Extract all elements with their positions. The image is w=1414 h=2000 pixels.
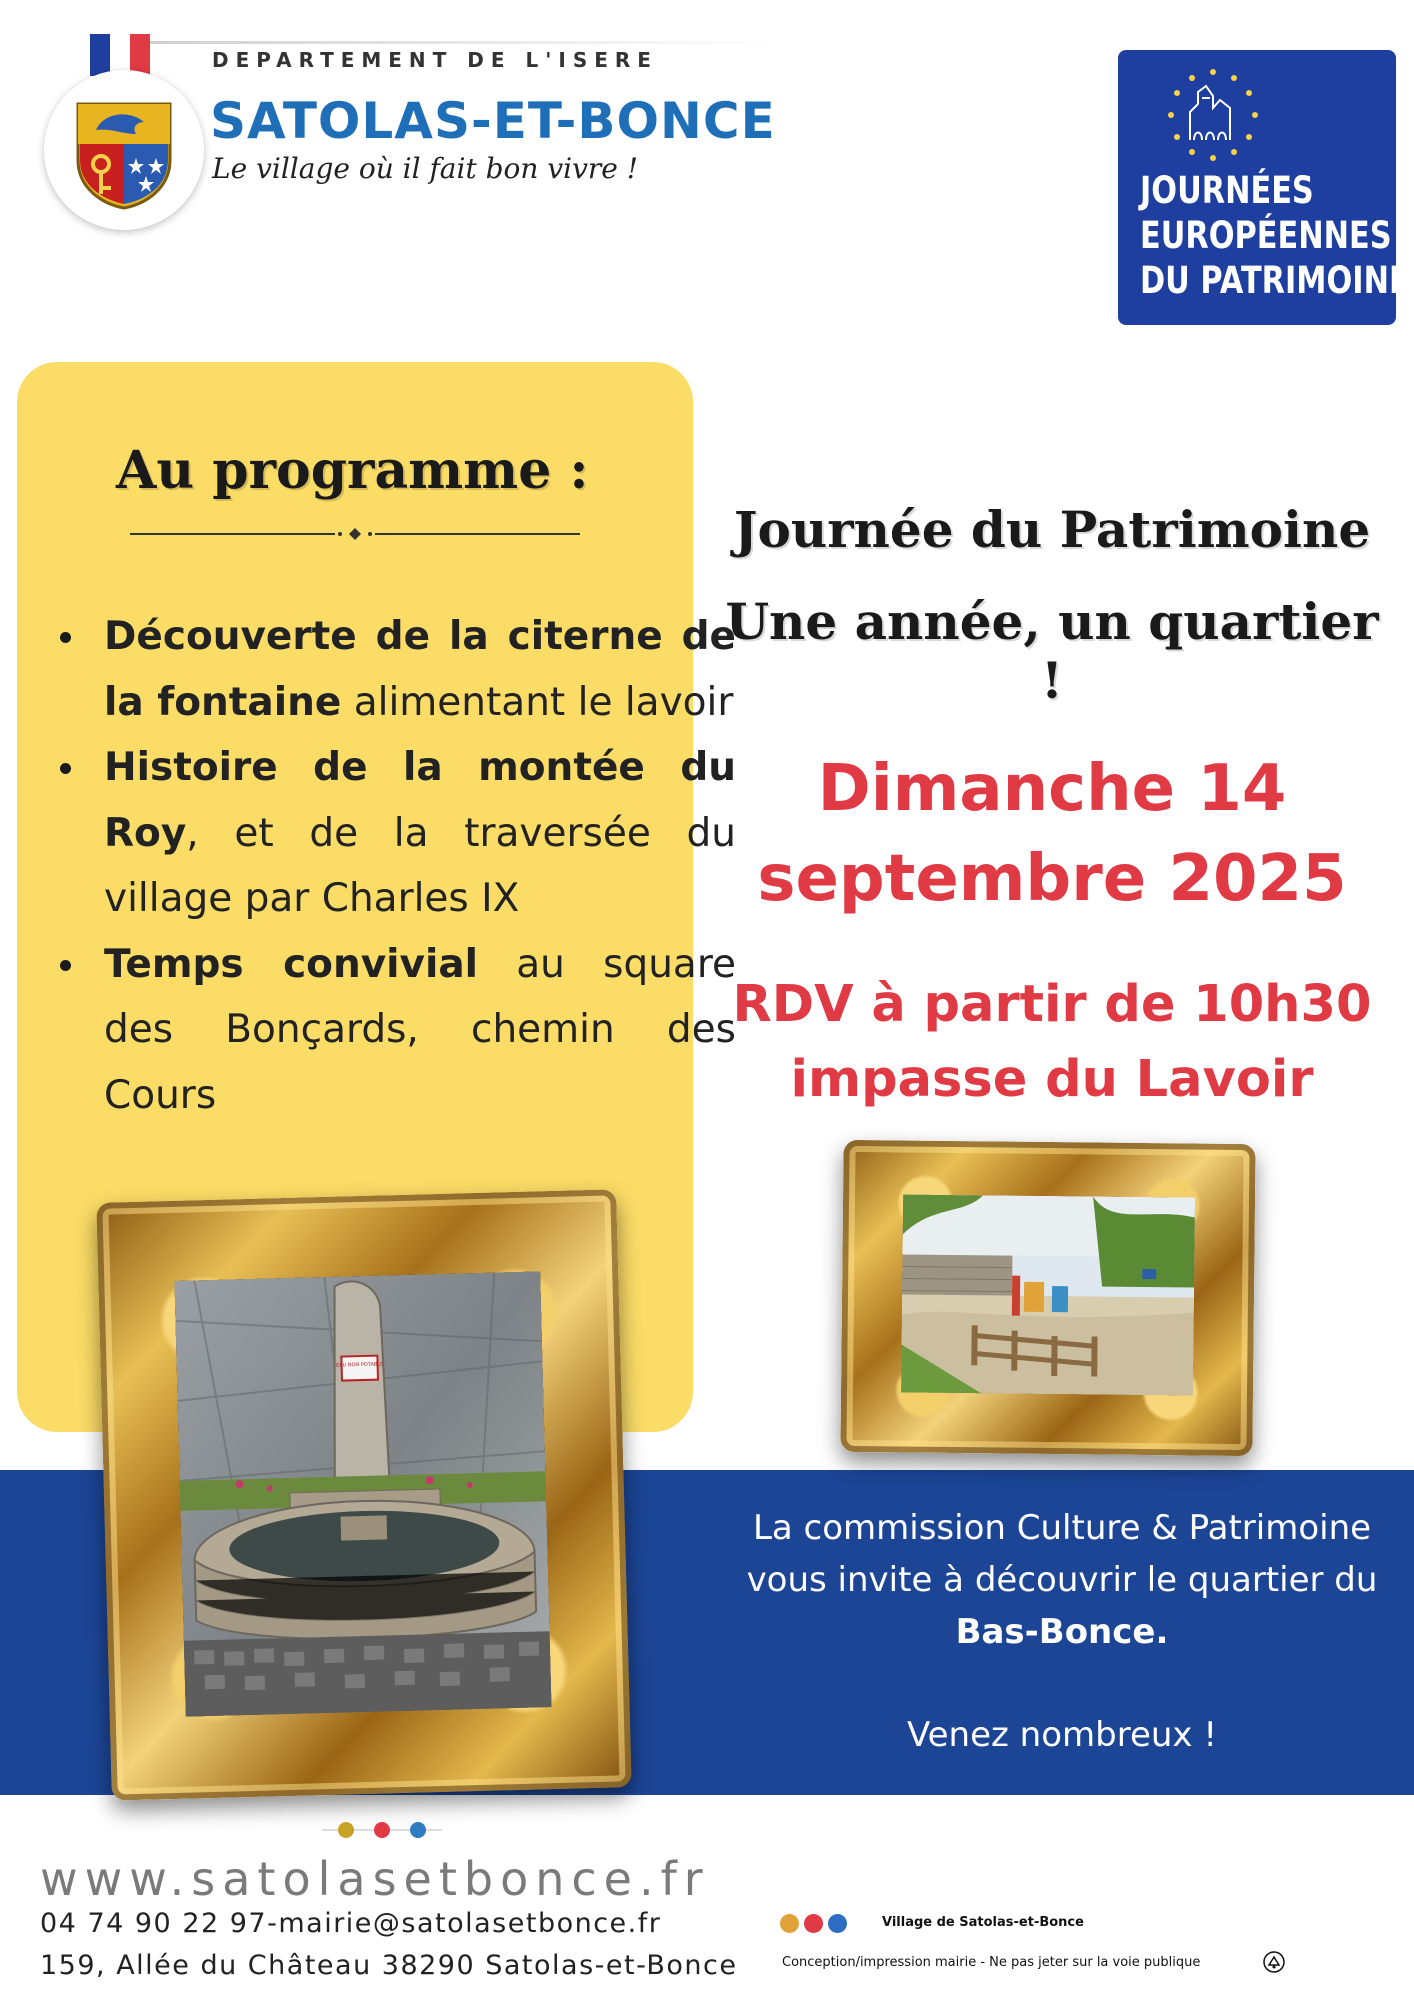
list-item	[104, 735, 736, 932]
invite-district: Bas-Bonce.	[955, 1612, 1169, 1652]
square-photo	[901, 1194, 1195, 1395]
instagram-icon[interactable]	[780, 1914, 799, 1933]
list-item	[104, 604, 736, 735]
fountain-image	[174, 1271, 551, 1716]
square-photo-frame	[840, 1140, 1255, 1456]
coat-of-arms-icon	[74, 100, 174, 210]
town-slogan: Le village où il fait bon vivre !	[212, 152, 639, 185]
program-list	[42, 604, 736, 1128]
tricolor-dots-icon	[322, 1820, 442, 1840]
sign-text: EAU NON POTABLE	[335, 1361, 384, 1369]
badge-line: JOURNÉES	[1140, 169, 1314, 212]
meeting-place: impasse du Lavoir	[790, 1050, 1314, 1109]
town-name: SATOLAS-ET-BONCE	[210, 92, 776, 150]
item-text: , et de la traversée du village par Charles IX	[104, 810, 736, 921]
website-url[interactable]: www.satolasetbonce.fr	[40, 1852, 710, 1906]
item-bold: Découverte de la citerne de la fontaine	[104, 614, 736, 725]
ornament-divider	[130, 528, 580, 540]
invite-line: vous invite à découvrir le quartier du	[746, 1560, 1378, 1600]
meeting-time: RDV à partir de 10h30	[732, 975, 1372, 1034]
youtube-icon[interactable]	[804, 1914, 823, 1933]
print-credits: Conception/impression mairie - Ne pas jeter sur la voie publique	[782, 1955, 1201, 1970]
litter-bin-icon	[1262, 1950, 1286, 1974]
facebook-icon[interactable]	[828, 1914, 847, 1933]
department-label: DEPARTEMENT DE L'ISERE	[212, 48, 658, 72]
invite-line: La commission Culture & Patrimoine	[752, 1508, 1372, 1548]
fountain-photo	[174, 1271, 551, 1716]
item-bold: Temps convivial	[104, 941, 479, 987]
social-label: Village de Satolas-et-Bonce	[882, 1915, 1084, 1930]
event-heading: Journée du Patrimoine	[733, 500, 1371, 559]
program-title: Au programme :	[116, 440, 589, 501]
event-date-day: Dimanche 14	[817, 752, 1287, 826]
badge-line: EUROPÉENNES	[1140, 214, 1392, 257]
item-text: alimentant le lavoir	[341, 679, 734, 725]
list-item	[104, 932, 736, 1129]
heritage-days-badge	[1118, 50, 1410, 325]
item-bold: Histoire de la montée du Roy	[104, 745, 736, 856]
postal-address: 159, Allée du Château 38290 Satolas-et-Bonce	[40, 1950, 738, 1981]
eu-stars-castle-icon	[1158, 60, 1268, 170]
heritage-days-title	[1140, 168, 1410, 303]
playground-image	[901, 1194, 1195, 1395]
header-rule	[150, 41, 790, 44]
phone-email: 04 74 90 22 97-mairie@satolasetbonce.fr	[40, 1908, 662, 1939]
invite-closing: Venez nombreux !	[907, 1715, 1217, 1755]
item-text: au square des Bonçards, chemin des Cours	[104, 941, 736, 1118]
fountain-photo-frame	[96, 1189, 631, 1800]
badge-line: DU PATRIMOINE	[1140, 259, 1410, 302]
event-date-month: septembre 2025	[757, 842, 1347, 916]
event-subheading: Une année, un quartier !	[725, 592, 1379, 710]
